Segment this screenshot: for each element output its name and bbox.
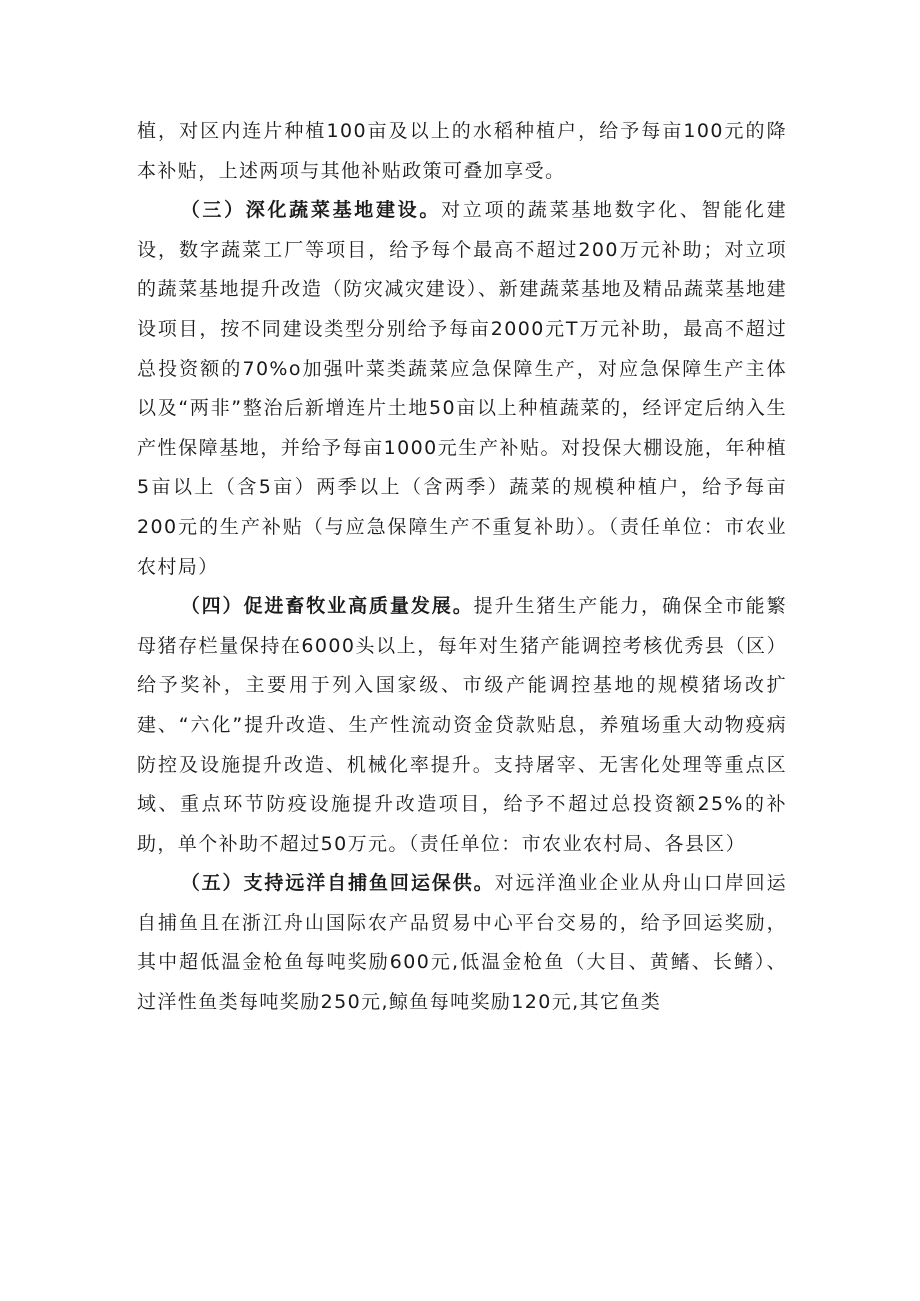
paragraph-fishery <box>137 864 787 1022</box>
paragraph-continuation <box>137 112 787 191</box>
section-heading-five: （五）支持远洋自捕鱼回运保供。 <box>180 872 495 895</box>
paragraph-text: 对远洋渔业企业从舟山口岸回运自捕鱼且在浙江舟山国际农产品贸易中心平台交易的，给予回运奖励，其中超低温金枪鱼每吨奖励600元,低温金枪鱼（大目、黄鳍、长鳍）、过洋性鱼类每吨奖励250元,鲸鱼每吨奖励120元,其它鱼类 <box>137 872 787 1014</box>
paragraph-livestock <box>137 587 787 864</box>
paragraph-vegetable-base <box>137 191 787 587</box>
paragraph-text: 对立项的蔬菜基地数字化、智能化建设，数字蔬菜工厂等项目，给予每个最高不超过200万元补助；对立项的蔬菜基地提升改造（防灾减灾建设）、新建蔬菜基地及精品蔬菜基地建设项目，按不同建设类型分别给予每亩2000元T万元补助，最高不超过总投资额的70%o加强叶菜类蔬菜应急保障生产，对应急保障生产主体以及“两非”整治后新增连片土地50亩以上种植蔬菜的，经评定后纳入生产性保障基地，并给予每亩1000元生产补贴。对投保大棚设施，年种植5亩以上（含5亩）两季以上（含两季）蔬菜的规模种植户，给予每亩200元的生产补贴（与应急保障生产不重复补助）。（责任单位：市农业农村局） <box>137 199 787 578</box>
paragraph-text: 植，对区内连片种植100亩及以上的水稻种植户，给予每亩100元的降本补贴，上述两项与其他补贴政策可叠加享受。 <box>137 120 787 182</box>
paragraph-text: 提升生猪生产能力，确保全市能繁母猪存栏量保持在6000头以上，每年对生猪产能调控考核优秀县（区）给予奖补，主要用于列入国家级、市级产能调控基地的规模猪场改扩建、“六化”提升改造、生产性流动资金贷款贴息，养殖场重大动物疫病防控及设施提升改造、机械化率提升。支持屠宰、无害化处理等重点区域、重点环节防疫设施提升改造项目，给予不超过总投资额25%的补助，单个补助不超过50万元。（责任单位：市农业农村局、各县区） <box>137 595 787 855</box>
section-heading-four: （四）促进畜牧业高质量发展。 <box>180 595 474 618</box>
document-page <box>137 112 787 1023</box>
section-heading-three: （三）深化蔬菜基地建设。 <box>180 199 442 222</box>
